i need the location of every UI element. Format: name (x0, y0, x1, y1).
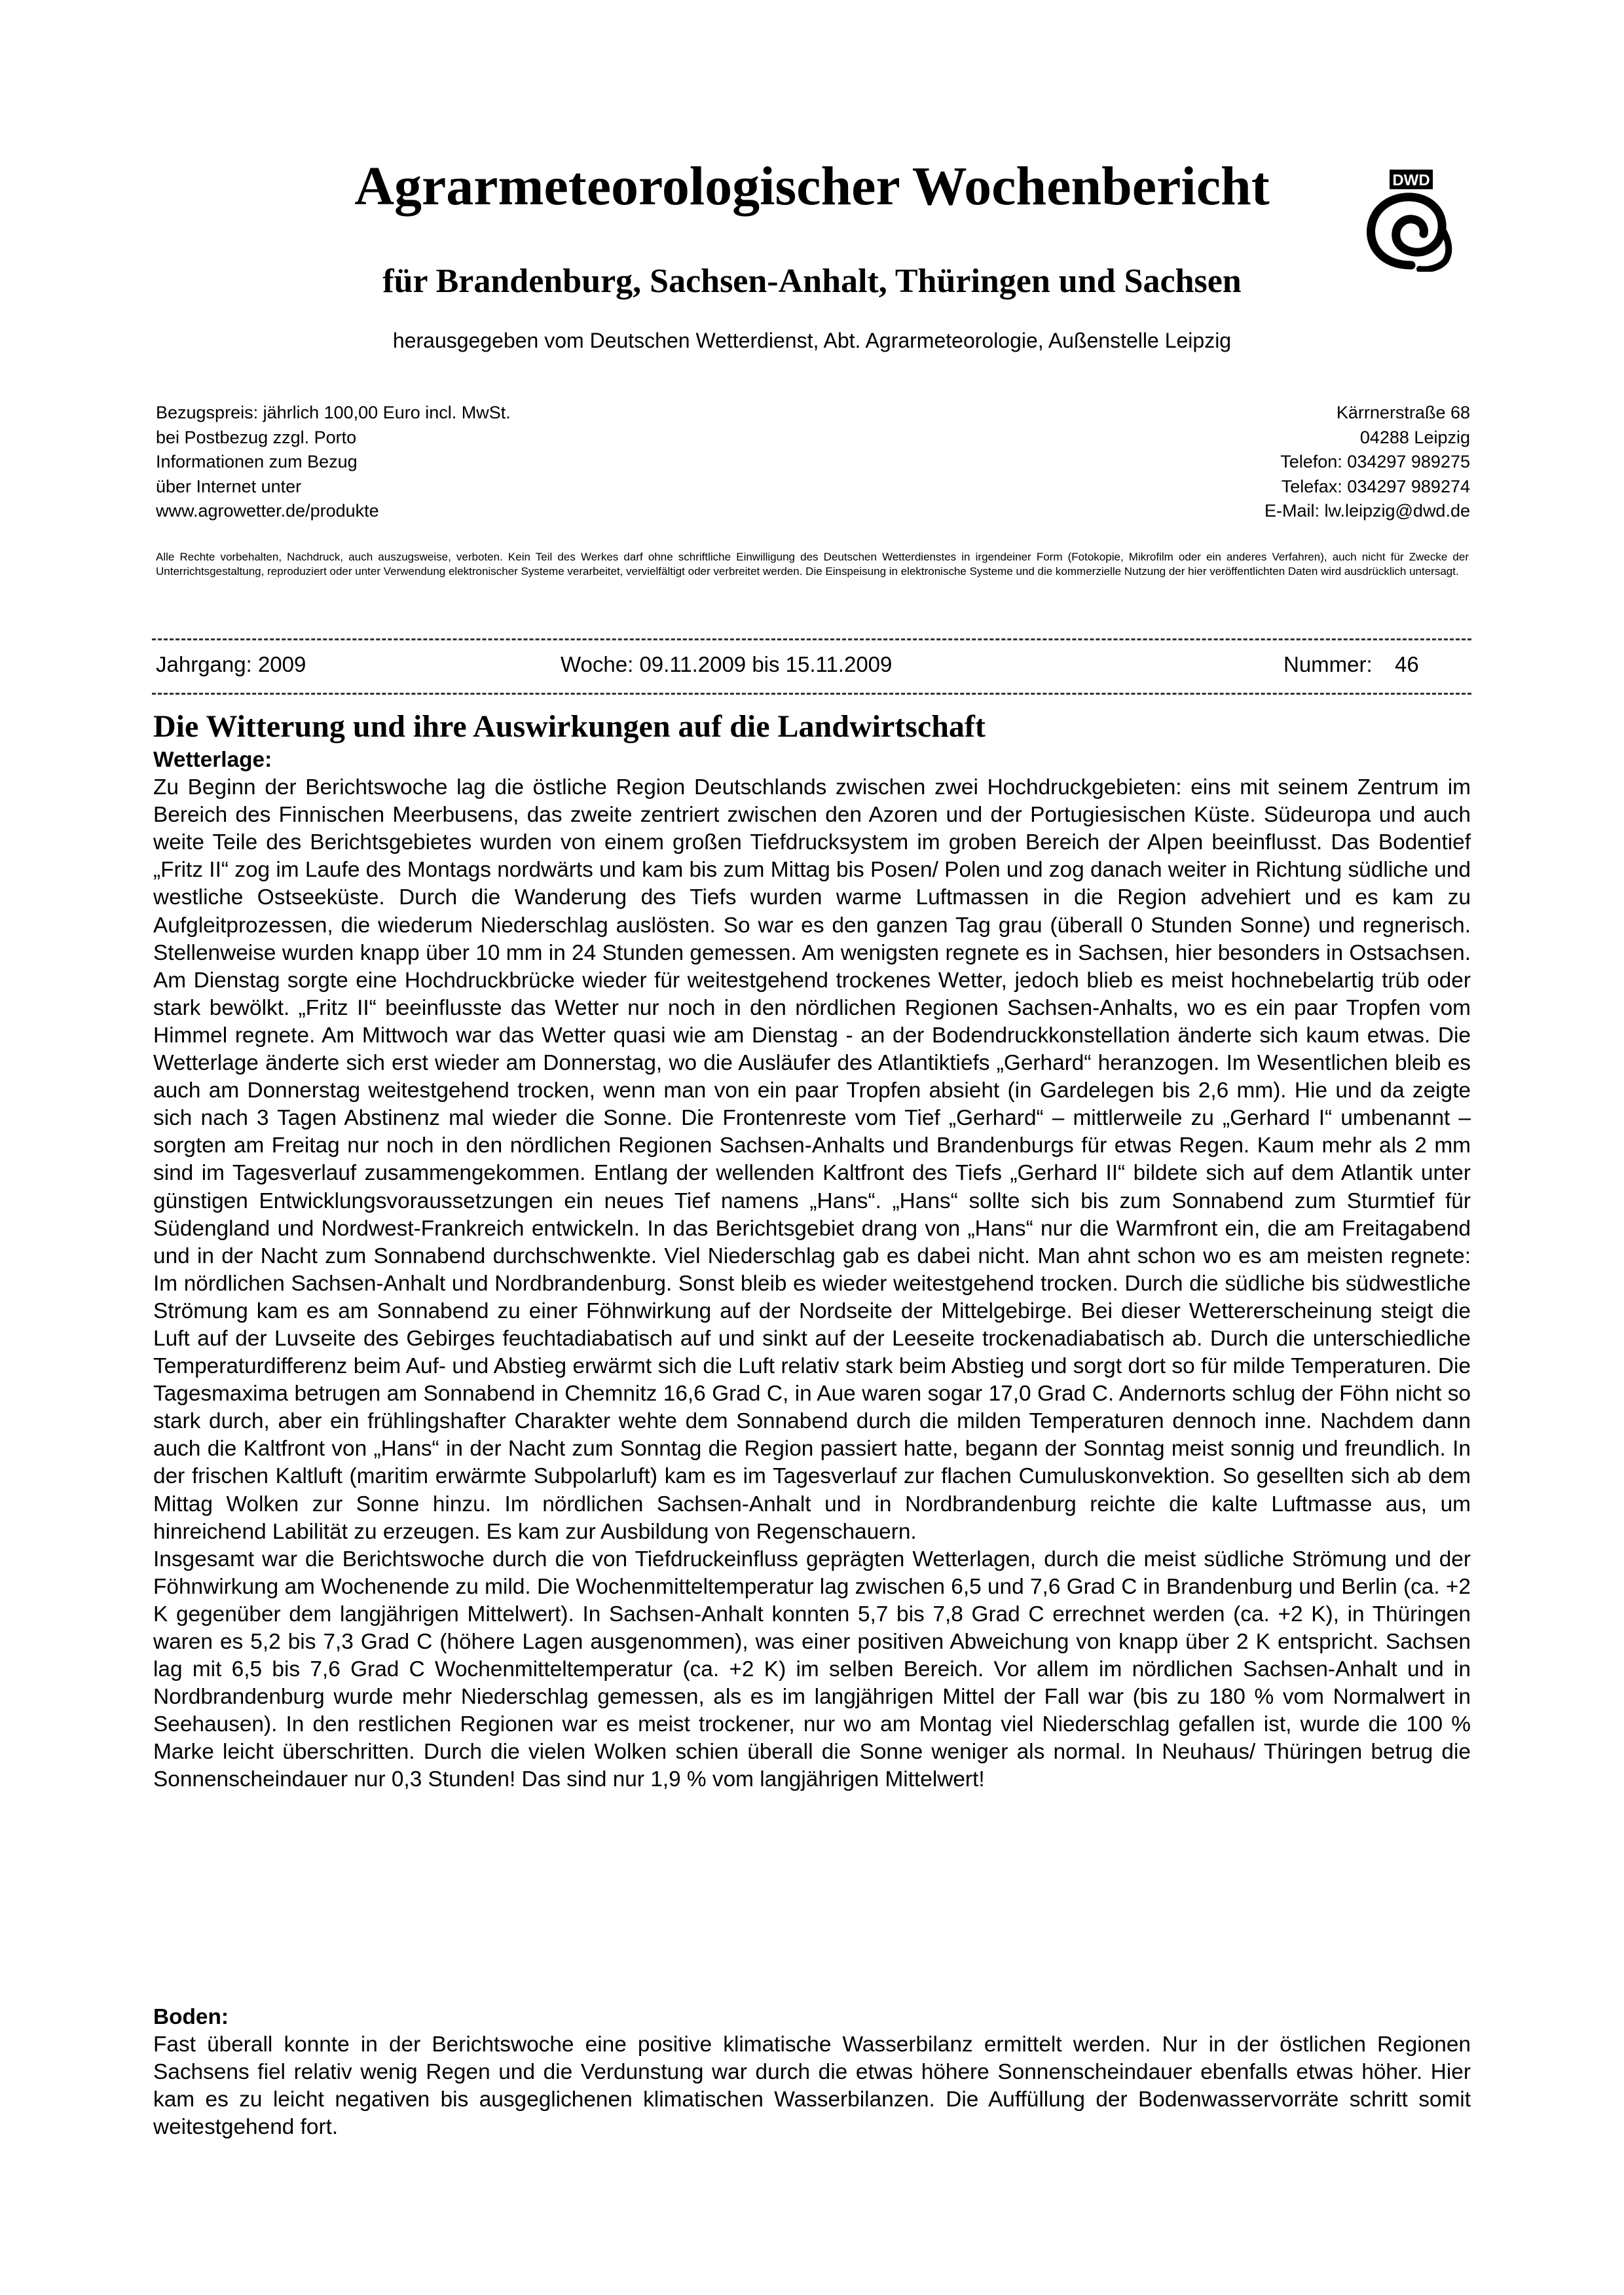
contact-info (982, 401, 1470, 524)
street-address: Kärrnerstraße 68 (1336, 403, 1470, 422)
copyright-notice: Alle Rechte vorbehalten, Nachdruck, auch auszugsweise, verboten. Kein Teil des Werkes darf ohne schriftliche Einwilligung des Deutschen Wetterdienstes in irgendeiner Form (Fotokopie, Mikrofilm oder ein anderes Verfahren), auch nicht für Zwecke der Unterrichtsgestaltung, reproduziert oder unter Verwendung elektronischer Systeme verarbeitet, vervielfältigt oder verbreitet werden. Die Einspeisung in elektronische Systeme und die kommerzielle Nutzung der hier veröffentlichten Daten wird ausdrücklich untersagt. (156, 551, 1469, 578)
internet-note: über Internet unter (156, 476, 302, 496)
woche: Woche: 09.11.2009 bis 15.11.2009 (561, 652, 893, 676)
boden-heading: Boden: (153, 2005, 229, 2029)
subtitle: für Brandenburg, Sachsen-Anhalt, Thüringen und Sachsen (382, 263, 1242, 300)
divider-top (152, 638, 1471, 643)
postage-note: bei Postbezug zzgl. Porto (156, 427, 357, 447)
info-note: Informationen zum Bezug (156, 452, 358, 471)
divider-bottom (152, 693, 1471, 697)
fax-number: Telefax: 034297 989274 (1281, 476, 1470, 496)
jahrgang: Jahrgang: 2009 (156, 652, 306, 676)
city-address: 04288 Leipzig (1359, 427, 1470, 447)
page-title: Agrarmeteorologischer Wochenbericht (354, 156, 1270, 217)
issue-meta (156, 648, 1472, 681)
wetterlage-section (153, 746, 1471, 1794)
svg-text:DWD: DWD (1392, 172, 1430, 189)
subscription-price: Bezugspreis: jährlich 100,00 Euro incl. MwSt. (156, 403, 511, 422)
nummer-value: 46 (1395, 652, 1419, 676)
publisher-line: herausgegeben vom Deutschen Wetterdienst, Abt. Agrarmeteorologie, Außenstelle Leipzig (392, 329, 1232, 352)
phone-number: Telefon: 034297 989275 (1280, 452, 1470, 471)
wetterlage-paragraph-1: Zu Beginn der Berichtswoche lag die östliche Region Deutschlands zwischen zwei Hochdruckgebieten: eins mit seinem Zentrum im Bereich des Finnischen Meerbusens, das zweite zentriert zwischen den Azoren und der Portugiesischen Küste. Südeuropa und auch weite Teile des Berichtsgebietes wurden von einem großen Tiefdrucksystem im groben Bereich der Alpen beeinflusst. Das Bodentief „Fritz II“ zog im Laufe des Montags nordwärts und kam bis zum Mittag bis Posen/ Polen und zog danach weiter in Richtung südliche und westliche Ostseeküste. Durch die Wanderung des Tiefs wurden warme Luftmassen in die Region advehiert und es kam zu Aufgleitprozessen, die wiederum Niederschlag auslösten. So war es den ganzen Tag grau (überall 0 Stunden Sonne) und regnerisch. Stellenweise wurden knapp über 10 mm in 24 Stunden gemessen. Am wenigsten regnete es in Sachsen, hier besonders in Ostsachsen. Am Dienstag sorgte eine Hochdruckbrücke wieder für weitestgehend trockenes Wetter, jedoch blieb es meist hochnebelartig trüb oder stark bewölkt. „Fritz II“ beeinflusste das Wetter nur noch in den nördlichen Regionen Sachsen-Anhalts, wo es ein paar Tropfen vom Himmel regnete. Am Mittwoch war das Wetter quasi wie am Dienstag - an der Bodendruckkonstellation änderte sich kaum etwas. Die Wetterlage änderte sich erst wieder am Donnerstag, wo die Ausläufer des Atlantiktiefs „Gerhard“ heranzogen. Im Wesentlichen bleib es auch am Donnerstag weitestgehend trocken, wenn man von ein paar Tropfen absieht (in Gardelegen bis 2,6 mm). Hie und da zeigte sich nach 3 Tagen Abstinenz mal wieder die Sonne. Die Frontenreste vom Tief „Gerhard“ – mittlerweile zu „Gerhard I“ umbenannt – sorgten am Freitag nur noch in den nördlichen Regionen Sachsen-Anhalts und Brandenburgs für etwas Regen. Kaum mehr als 2 mm sind im Tagesverlauf zusammengekommen. Entlang der wellenden Kaltfront des Tiefs „Gerhard II“ bildete sich auf dem Atlantik unter günstigen Entwicklungsvoraussetzungen ein neues Tief namens „Hans“. „Hans“ sollte sich bis zum Sonnabend zum Sturmtief für Südengland und Nordwest-Frankreich entwickeln. In das Berichtsgebiet drang von „Hans“ nur die Warmfront ein, die am Freitagabend und in der Nacht zum Sonnabend durchschwenkte. Viel Niederschlag gab es dabei nicht. Man ahnt schon wo es am meisten regnete: Im nördlichen Sachsen-Anhalt und Nordbrandenburg. Sonst bleib es wieder weitestgehend trocken. Durch die südliche bis südwestliche Strömung kam es am Sonnabend zu einer Föhnwirkung auf der Nordseite der Mittelgebirge. Bei dieser Wettererscheinung steigt die Luft auf der Luvseite des Gebirges feuchtadiabatisch auf und sinkt auf der Leeseite trockenadiabatisch ab. Durch die unterschiedliche Temperaturdifferenz beim Auf- und Abstieg erwärmt sich die Luft relativ stark beim Abstieg und sorgt dort so für milde Temperaturen. Die Tagesmaxima betrugen am Sonnabend in Chemnitz 16,6 Grad C, in Aue waren sogar 17,0 Grad C. Andernorts schlug der Föhn nicht so stark durch, aber ein frühlingshafter Charakter wehte dem Sonnabend durch die milden Temperaturen dennoch inne. Nachdem dann auch die Kaltfront von „Hans“ in der Nacht zum Sonntag die Region passiert hatte, begann der Sonntag meist sonnig und freundlich. In der frischen Kaltluft (maritim erwärmte Subpolarluft) kam es im Tagesverlauf zur flachen Cumuluskonvektion. So gesellten sich ab dem Mittag Wolken zur Sonne hinzu. Im nördlichen Sachsen-Anhalt und in Nordbrandenburg reichte die kalte Luftmasse aus, um hinreichend Labilität zu erzeugen. Es kam zur Ausbildung von Regenschauern. (153, 775, 1471, 1544)
wetterlage-heading: Wetterlage: (153, 748, 272, 772)
website-link[interactable]: www.agrowetter.de/produkte (156, 501, 379, 521)
dwd-logo-icon (1362, 167, 1460, 272)
nummer-label: Nummer: (1283, 652, 1373, 676)
section-title: Die Witterung und ihre Auswirkungen auf die Landwirtschaft (153, 709, 986, 744)
wetterlage-paragraph-2: Insgesamt war die Berichtswoche durch die von Tiefdruckeinfluss geprägten Wetterlagen, durch die meist südliche Strömung und der Föhnwirkung am Wochenende zu mild. Die Wochenmitteltemperatur lag zwischen 6,5 und 7,6 Grad C in Brandenburg und Berlin (ca. +2 K gegenüber dem langjährigen Mittelwert). In Sachsen-Anhalt konnten 5,7 bis 7,8 Grad C errechnet werden (ca. +2 K), in Thüringen waren es 5,2 bis 7,3 Grad C (höhere Lagen ausgenommen), was einer positiven Abweichung von knapp über 2 K entspricht. Sachsen lag mit 6,5 bis 7,6 Grad C Wochenmitteltemperatur (ca. +2 K) im selben Bereich. Vor allem im nördlichen Sachsen-Anhalt und in Nordbrandenburg wurde mehr Niederschlag gemessen, als es im langjährigen Mittel der Fall war (bis zu 180 % vom Normalwert in Seehausen). In den restlichen Regionen war es meist trockener, nur wo am Montag viel Niederschlag gefallen ist, wurde die 100 % Marke leicht überschritten. Durch die vielen Wolken schien überall die Sonne weniger als normal. In Neuhaus/ Thüringen betrug die Sonnenscheindauer nur 0,3 Stunden! Das sind nur 1,9 % vom langjährigen Mittelwert! (153, 1547, 1471, 1792)
email-address[interactable]: E-Mail: lw.leipzig@dwd.de (1264, 501, 1470, 521)
boden-paragraph-1: Fast überall konnte in der Berichtswoche eine positive klimatische Wasserbilanz ermittelt werden. Nur in der östlichen Regionen Sachsens fiel relativ wenig Regen und die Verdunstung war durch die etwas höhere Sonnenscheindauer ebenfalls etwas höher. Hier kam es zu leicht negativen bis ausgeglichenen klimatischen Wasserbilanzen. Die Auffüllung der Bodenwasservorräte schritt somit weitestgehend fort. (153, 2032, 1471, 2140)
boden-section (153, 2004, 1471, 2141)
subscription-info (156, 401, 745, 524)
